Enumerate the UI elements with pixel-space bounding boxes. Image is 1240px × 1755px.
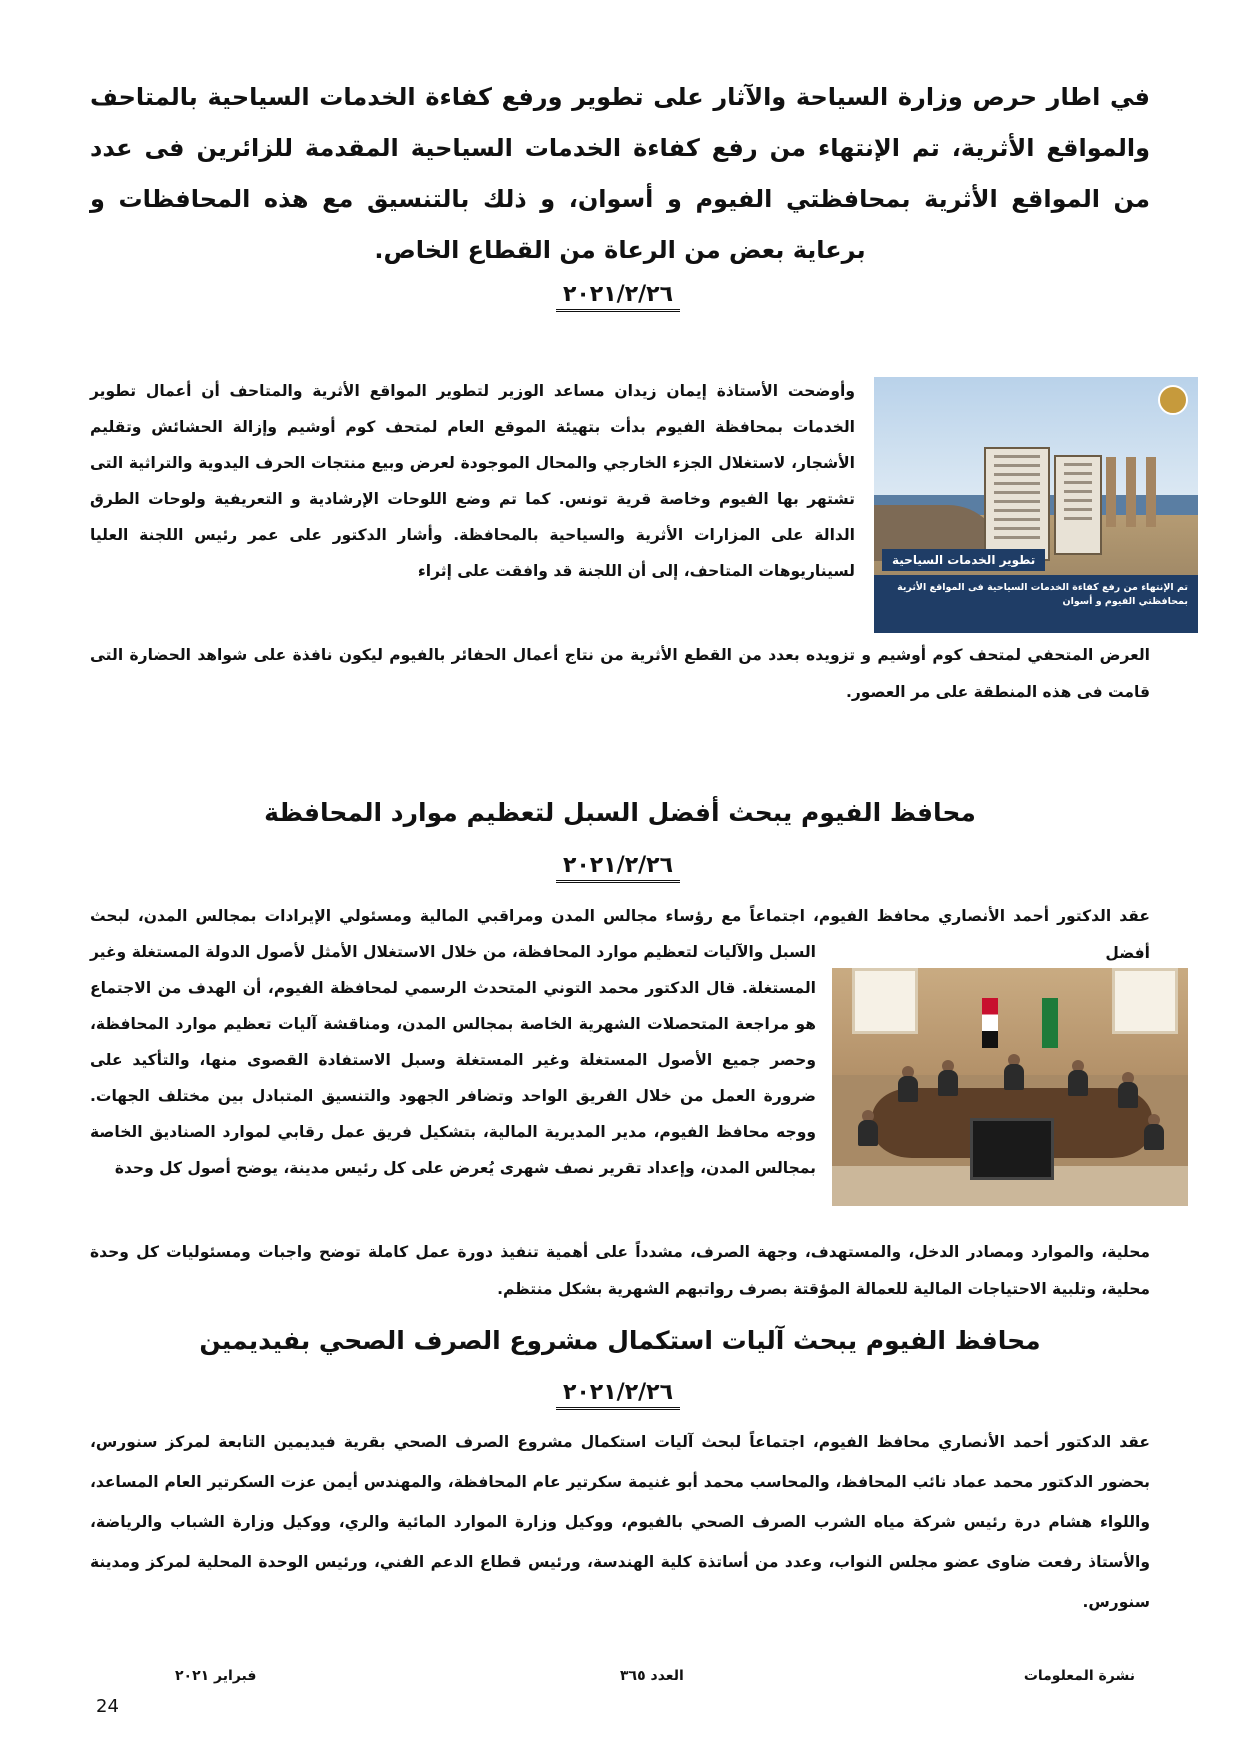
image-tag: تطوير الخدمات السياحية — [882, 549, 1045, 571]
section2-date: ٢٠٢١/٢/٢٦ — [556, 853, 680, 883]
section2-paragraph-full: محلية، والموارد ومصادر الدخل، والمستهدف، وجهة الصرف، مشدداً على أهمية تنفيذ دورة عمل كاملة توضح واجبات ومسئوليات كل وحدة محلية، وتلبية الاحتياجات المالية للعمالة المؤقتة بصرف رواتبهم الشهرية بشكل منتظم. — [90, 1243, 1150, 1298]
section1-paragraph-full: العرض المتحفي لمتحف كوم أوشيم و تزويده بعدد من القطع الأثرية من نتاج أعمال الحفائر بالفيوم ليكون نافذة على شواهد الحضارة التى قامت فى هذه المنطقة على مر العصور. — [90, 646, 1150, 701]
heritage-site-image — [874, 377, 1198, 633]
footer-month: فبراير ٢٠٢١ — [175, 1668, 257, 1684]
section1-headline: في اطار حرص وزارة السياحة والآثار على تطوير ورفع كفاءة الخدمات السياحية بالمتاحف والمواقع الأثرية، تم الإنتهاء من رفع كفاءة الخدمات السياحية المقدمة للزائرين فى عدد من المواقع الأثرية بمحافظتي الفيوم و أسوان، و ذلك بالتنسيق مع هذه المحافظات و برعاية بعض من الرعاة من القطاع الخاص. — [90, 83, 1150, 264]
section1-paragraph-wrapped: وأوضحت الأستاذة إيمان زيدان مساعد الوزير لتطوير المواقع الأثرية والمتاحف أن أعمال تطوير الخدمات بمحافظة الفيوم بدأت بتهيئة الموقع العام لمتحف كوم أوشيم وإزالة الحشائش وتقليم الأشجار، لاستغلال الجزء الخارجي والمحال الموجودة لعرض وبيع منتجات الحرف اليدوية والتراثية التى تشتهر بها الفيوم وخاصة قرية تونس. كما تم وضع اللوحات الإرشادية و التعريفية ولوحات الطرق الدالة على المزارات الأثرية والسياحية بالمحافظة. وأشار الدكتور على عمر رئيس اللجنة العليا لسيناريوهات المتاحف، إلى أن اللجنة قد وافقت على إثراء — [90, 382, 855, 580]
meeting-photo — [832, 968, 1188, 1206]
section3-date: ٢٠٢١/٢/٢٦ — [556, 1380, 680, 1410]
footer-publication: نشرة المعلومات — [1023, 1668, 1135, 1684]
section2-paragraph-top: عقد الدكتور أحمد الأنصاري محافظ الفيوم، اجتماعاً مع رؤساء مجالس المدن ومراقبي المالية ومسئولي الإيرادات بمجالس المدن، لبحث أفضل — [90, 907, 1150, 962]
image-caption: تم الإنتهاء من رفع كفاءة الخدمات السياحية فى المواقع الأثرية بمحافظتي الفيوم و أسوان — [874, 575, 1198, 633]
page-number: 24 — [96, 1696, 119, 1717]
section2-paragraph-wrapped: السبل والآليات لتعظيم موارد المحافظة، من خلال الاستغلال الأمثل لأصول الدولة المستغلة وغير المستغلة. قال الدكتور محمد التوني المتحدث الرسمي لمحافظة الفيوم، أن الهدف من الاجتماع هو مراجعة المتحصلات الشهرية الخاصة بمجالس المدن، ومناقشة آليات تعظيم موارد المحافظة، وحصر جميع الأصول المستغلة وغير المستغلة وسبل الاستفادة القصوى منها، والتأكيد على ضرورة العمل من خلال الفريق الواحد وتضافر الجهود والتنسيق المتبادل بين مختلف الجهات. ووجه محافظ الفيوم، مدير المديرية المالية، بتشكيل فريق عمل رقابي لموارد الصناديق الخاصة بمجالس المدن، وإعداد تقرير نصف شهرى يُعرض على كل رئيس مدينة، يوضح أصول كل وحدة — [90, 943, 816, 1177]
section3-title: محافظ الفيوم يبحث آليات استكمال مشروع الصرف الصحي بفيديمين — [199, 1326, 1041, 1355]
section1-date: ٢٠٢١/٢/٢٦ — [556, 282, 680, 312]
monitor-icon — [970, 1118, 1054, 1180]
footer-issue: العدد ٣٦٥ — [620, 1668, 684, 1684]
ministry-logo-icon — [1158, 385, 1188, 415]
section3-paragraph: عقد الدكتور أحمد الأنصاري محافظ الفيوم، اجتماعاً لبحث آليات استكمال مشروع الصرف الصحي بقرية فيديمين التابعة لمركز سنورس، بحضور الدكتور محمد عماد نائب المحافظ، والمحاسب محمد أبو غنيمة سكرتير عام المحافظة، والمهندس أيمن عزت السكرتير العام المساعد، واللواء هشام درة رئيس شركة مياه الشرب الصرف الصحي بالفيوم، ووكيل وزارة الموارد المائية والري، ووكيل وزارة الشباب والرياضة، والأستاذ رفعت ضاوى عضو مجلس النواب، وعدد من أساتذة كلية الهندسة، ورئيس قطاع الدعم الفني، ورئيس الوحدة المحلية لمركز ومدينة سنورس. — [90, 1433, 1150, 1611]
section2-title: محافظ الفيوم يبحث أفضل السبل لتعظيم موارد المحافظة — [264, 798, 976, 827]
